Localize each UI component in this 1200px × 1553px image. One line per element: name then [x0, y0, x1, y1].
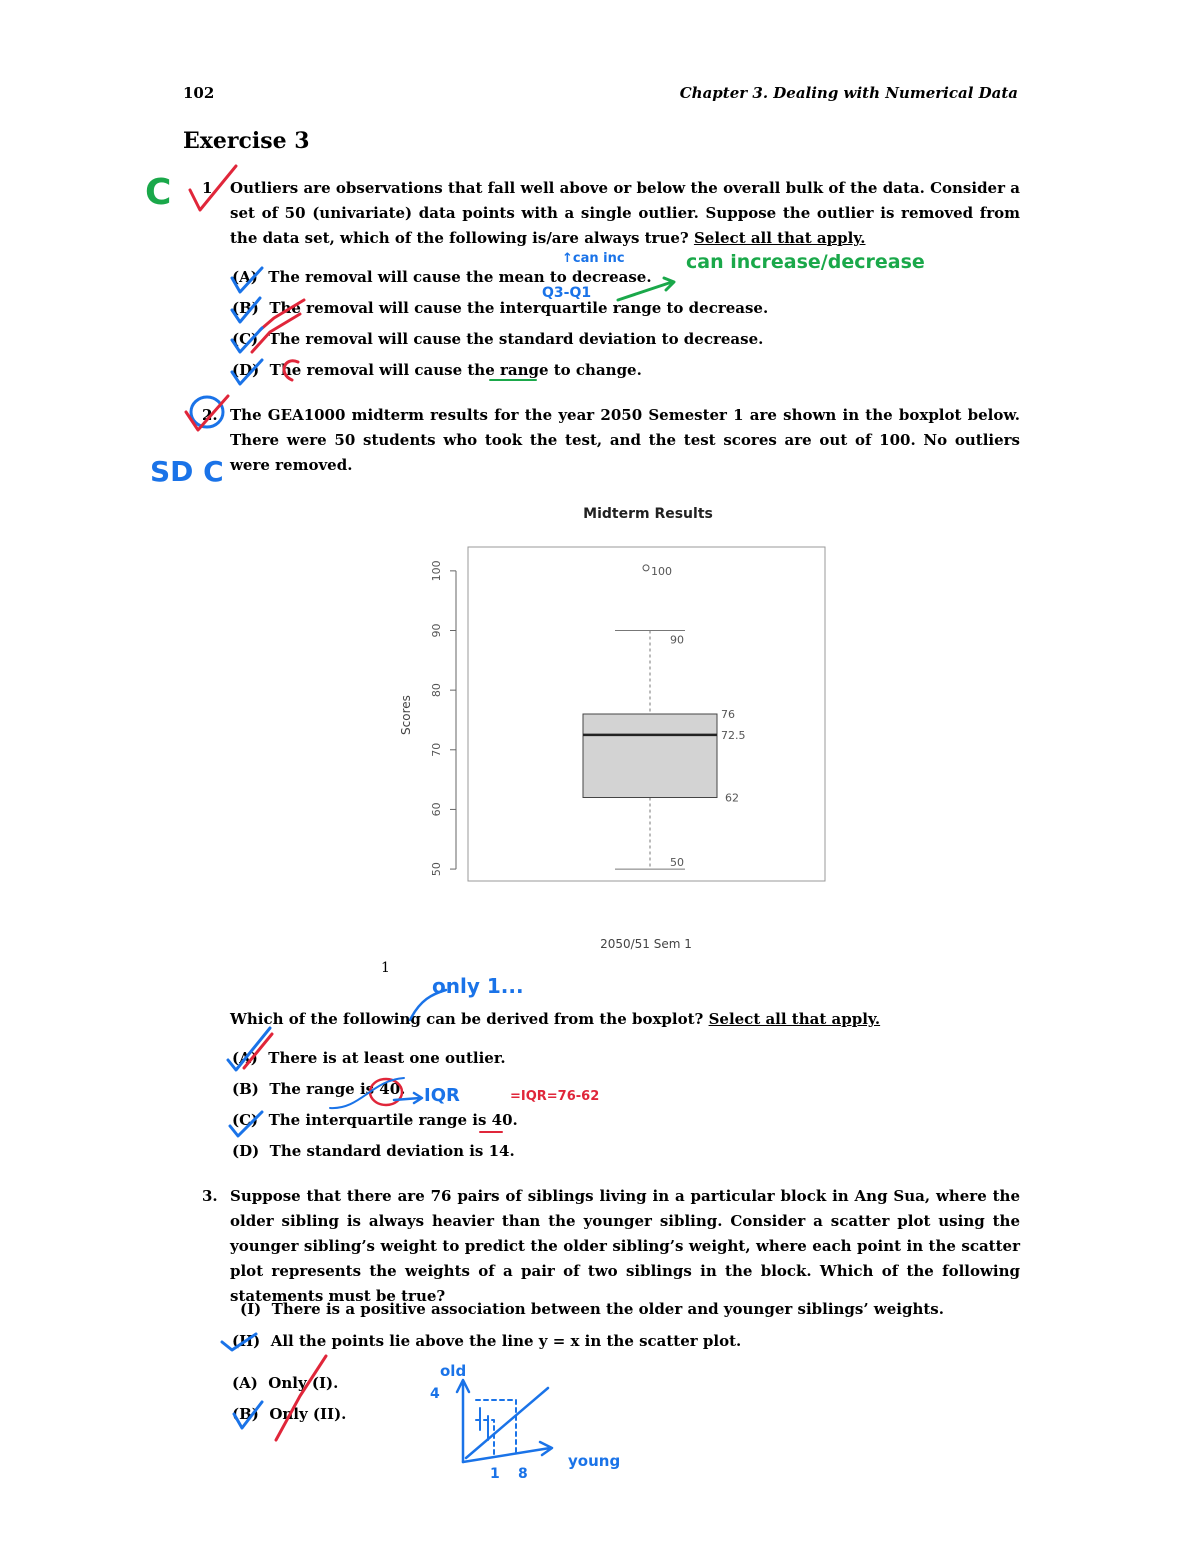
q2-option-text: The standard deviation is 14.	[269, 1142, 515, 1160]
q2-option-c[interactable]	[232, 1111, 518, 1129]
exercise-title: Exercise 3	[183, 128, 310, 154]
q1-option-label: (D)	[232, 361, 260, 379]
q1-option-label: (C)	[232, 330, 259, 348]
q1-number: 1.	[202, 179, 218, 197]
hw-axis-1: 1	[490, 1466, 500, 1482]
q3-statement-label: (II)	[232, 1332, 261, 1350]
y-tick-label: 50	[430, 862, 443, 877]
sketch-x-axis	[463, 1442, 552, 1462]
iqr-box	[583, 714, 717, 798]
y-tick-label: 100	[430, 560, 443, 582]
annotation-min: 50	[670, 856, 684, 870]
q3-option-a[interactable]	[232, 1374, 338, 1392]
q2-option-label: (B)	[232, 1080, 259, 1098]
hw-axis-young: young	[568, 1452, 621, 1470]
q3-statement-label: (I)	[240, 1300, 262, 1318]
y-tick-label: 70	[430, 742, 443, 757]
sketch-y-axis	[457, 1380, 469, 1462]
footnote-marker: 1	[381, 960, 390, 976]
annotation-q1: 62	[725, 791, 739, 805]
hw-axis-old: old	[440, 1362, 467, 1380]
hw-answer-q1: C	[145, 172, 172, 213]
q3-option-text: Only (I).	[268, 1374, 339, 1392]
q1-option-label: (A)	[232, 268, 258, 286]
q2-option-b[interactable]	[232, 1080, 405, 1098]
q1-instruction: Select all that apply.	[693, 229, 866, 247]
q2-option-d[interactable]	[232, 1142, 515, 1160]
q2-option-label: (D)	[232, 1142, 260, 1160]
q1-option-c[interactable]	[232, 330, 763, 348]
q1-text	[230, 176, 1020, 251]
q2-question-text: Which of the following can be derived from the boxplot?	[230, 1010, 704, 1028]
q2-question	[230, 1007, 880, 1032]
q2-option-text: The range is 40.	[269, 1080, 406, 1098]
q3-option-label: (A)	[232, 1374, 258, 1392]
x-axis-label: 2050/51 Sem 1	[600, 937, 692, 951]
q1-option-a[interactable]	[232, 268, 652, 286]
y-tick-label: 90	[430, 623, 443, 638]
q1-option-d[interactable]	[232, 361, 642, 379]
q2-option-a[interactable]	[232, 1049, 506, 1067]
boxplot-chart	[380, 495, 850, 965]
hw-can-increase-decrease: can increase/decrease	[686, 251, 925, 273]
hw-q3-q1: Q3-Q1	[542, 285, 592, 301]
q3-option-b[interactable]	[232, 1405, 346, 1423]
annotation-median: 72.5	[721, 728, 746, 742]
sketch-arrows	[480, 1408, 488, 1440]
y-tick-label: 80	[430, 683, 443, 698]
q3-text: Suppose that there are 76 pairs of siblings living in a particular block in Ang Sua, where the older sibling is always heavier than the younger sibling. Consider a scatter plot using the younger sibling’s weight to predict the older sibling’s weight, where each point in the scatter plot represents the weights of a pair of two siblings in the block. Which of the following statements must be true?	[230, 1187, 1020, 1305]
annotation-100: 100	[651, 564, 672, 578]
chart-title: Midterm Results	[583, 506, 713, 522]
hw-axis-4: 4	[430, 1386, 440, 1402]
q2-text: The GEA1000 midterm results for the year 2050 Semester 1 are shown in the boxplot below. There were 50 students who took the test, and the test scores are out of 100. No outliers were removed.	[230, 406, 1020, 474]
q3-statement-text: There is a positive association between the older and younger siblings’ weights.	[271, 1300, 944, 1318]
q2-number: 2.	[202, 406, 218, 424]
q1-option-b[interactable]	[232, 299, 768, 317]
q1-option-text: The removal will cause the interquartile range to decrease.	[269, 299, 769, 317]
y-axis-label: Scores	[399, 695, 413, 735]
hw-only-1: only 1...	[432, 974, 524, 998]
q2-option-text: The interquartile range is 40.	[268, 1111, 518, 1129]
q3-option-label: (B)	[232, 1405, 259, 1423]
q1-option-text: The removal will cause the mean to decrease.	[268, 268, 652, 286]
outlier-point	[643, 565, 649, 571]
q3-statement-2	[232, 1332, 741, 1350]
q1-option-label: (B)	[232, 299, 259, 317]
y-tick-label: 60	[430, 802, 443, 817]
q2-option-label: (C)	[232, 1111, 259, 1129]
q3-statement-1	[240, 1300, 944, 1318]
q3-number: 3.	[202, 1187, 218, 1205]
red-check-mark	[276, 1356, 326, 1440]
annotation-90: 90	[670, 633, 684, 647]
sketch-line	[466, 1388, 548, 1458]
q2-option-label: (A)	[232, 1049, 258, 1067]
page-number: 102	[183, 84, 215, 102]
q3-statement-text: All the points lie above the line y = x in the scatter plot.	[270, 1332, 742, 1350]
hw-answer-q2: SD C	[150, 455, 224, 488]
q2-instruction: Select all that apply.	[708, 1010, 881, 1028]
hw-iqr-calc: =IQR=76-62	[510, 1089, 600, 1104]
q2-option-text: There is at least one outlier.	[268, 1049, 506, 1067]
q1-body: Outliers are observations that fall well above or below the overall bulk of the data. Consider a set of 50 (univariate) data points with a single outlier. Suppose the outlier is removed from the data set, which of the following is/are always true?	[230, 179, 1020, 247]
hw-axis-8: 8	[518, 1466, 528, 1482]
chapter-title: Chapter 3. Dealing with Numerical Data	[679, 84, 1018, 102]
hw-iqr: IQR	[424, 1085, 460, 1106]
hw-can-inc: ↑can inc	[562, 251, 625, 266]
annotation-q3: 76	[721, 708, 735, 721]
q3-option-text: Only (II).	[269, 1405, 347, 1423]
q1-option-text: The removal will cause the range to change.	[269, 361, 642, 379]
q1-option-text: The removal will cause the standard deviation to decrease.	[268, 330, 764, 348]
sketch-dashed-guide	[476, 1400, 516, 1454]
